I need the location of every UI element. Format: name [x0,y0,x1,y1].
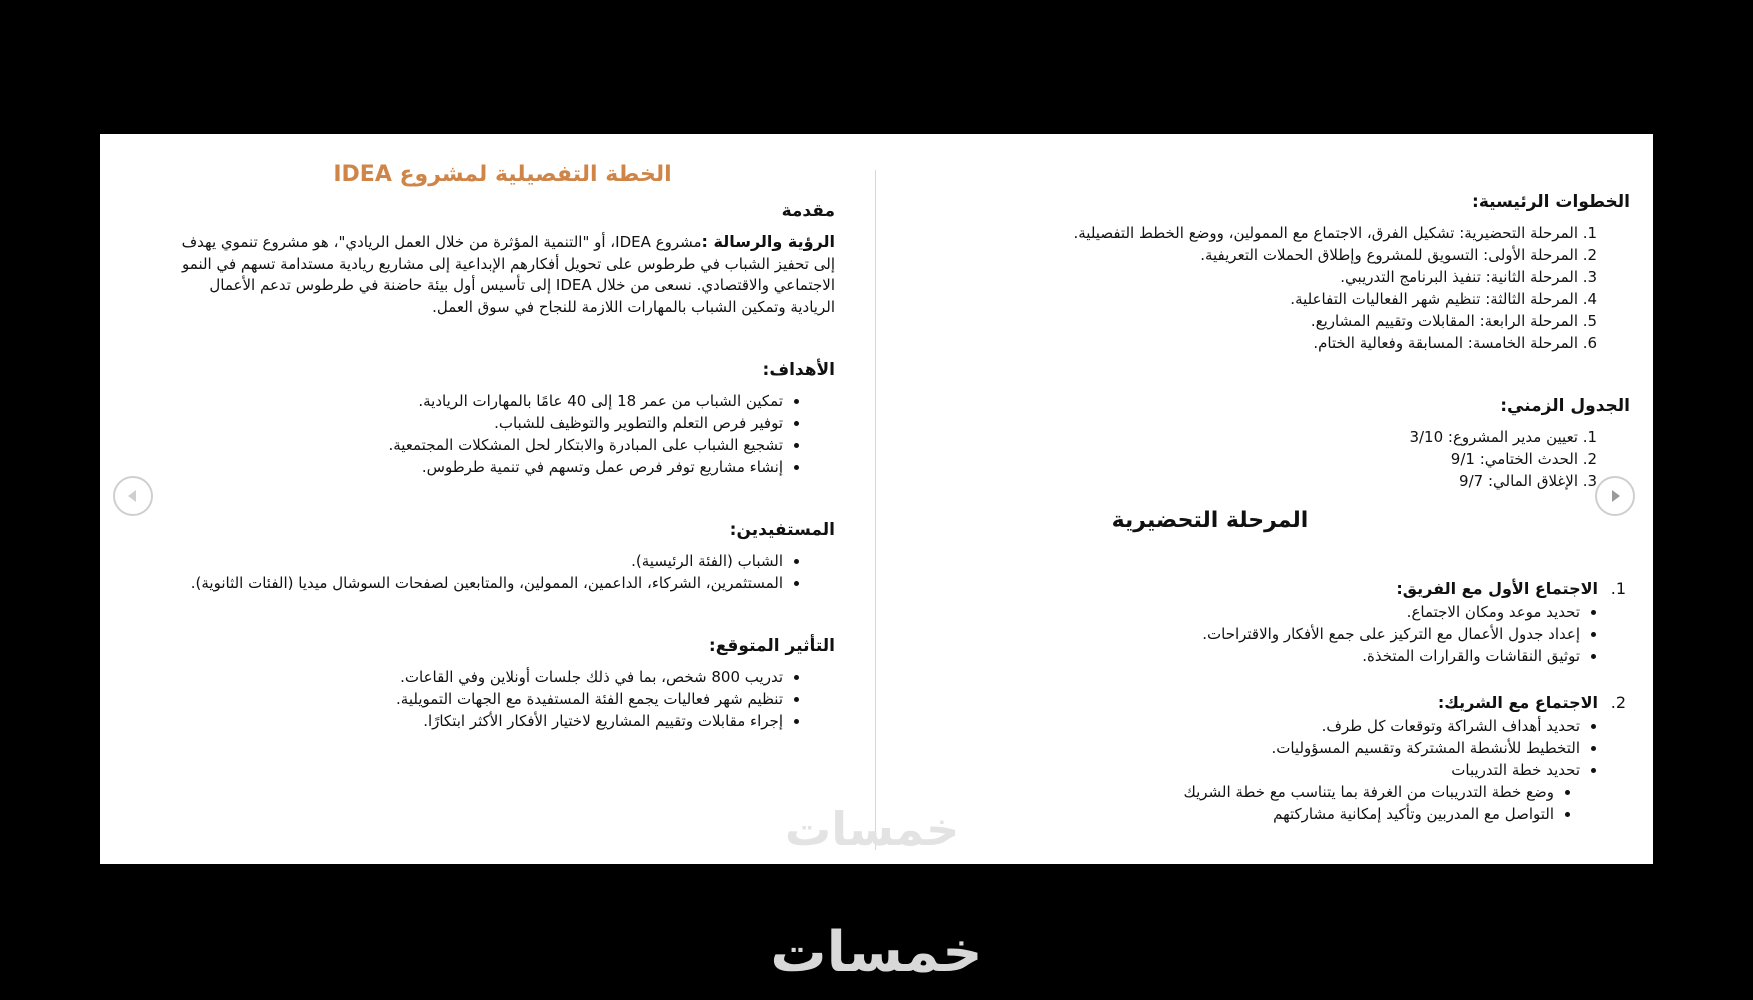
page-divider [875,170,876,850]
list-item: • تحديد موعد ومكان الاجتماع. [940,601,1580,623]
list-item: • إجراء مقابلات وتقييم المشاريع لاختيار الأفكار الأكثر ابتكارًا. [170,710,783,732]
document-page-right [940,162,1630,825]
list-item: • توفير فرص التعلم والتطوير والتوظيف للشباب. [170,412,783,434]
list-item: • تشجيع الشباب على المبادرة والابتكار لحل المشكلات المجتمعية. [170,434,783,456]
list-item: • وضع خطة التدريبات من الغرفة بما يتناسب مع خطة الشريك [940,781,1554,803]
task-title: الاجتماع الأول مع الفريق: [1396,579,1598,598]
next-page-button[interactable] [1595,476,1635,516]
list-item: • المستثمرين، الشركاء، الداعمين، الممولين، والمتابعين لصفحات السوشال ميديا (الفئات الثانوية). [170,572,783,594]
list-item: • التخطيط للأنشطة المشتركة وتقسيم المسؤوليات. [940,737,1580,759]
goals-list [170,390,835,478]
prev-page-button[interactable] [113,476,153,516]
chevron-left-icon [123,486,143,506]
list-item: • تمكين الشباب من عمر 18 إلى 40 عامًا بالمهارات الريادية. [170,390,783,412]
list-item: • إعداد جدول الأعمال مع التركيز على جمع الأفكار والاقتراحات. [940,623,1580,645]
watermark: خمسات [785,802,960,856]
beneficiaries-section [170,520,835,594]
list-item: • الشباب (الفئة الرئيسية). [170,550,783,572]
list-item: • تحديد أهداف الشراكة وتوقعات كل طرف. [940,715,1580,737]
task-items [940,715,1630,825]
steps-list [940,222,1630,354]
list-item: 2. الحدث الختامي: 9/1 [940,448,1578,470]
task-partner-meeting [940,691,1630,825]
intro-heading: مقدمة [781,201,835,221]
timeline-section [940,396,1630,492]
list-item: 5. المرحلة الرابعة: المقابلات وتقييم المشاريع. [940,310,1578,332]
document-viewer [100,134,1653,864]
list-item-text: تحديد خطة التدريبات [1451,761,1580,779]
site-watermark-logo: خمسات [770,920,983,985]
beneficiaries-heading: المستفيدين: [729,520,835,540]
list-item: 1. المرحلة التحضيرية: تشكيل الفرق، الاجتماع مع الممولين، ووضع الخطط التفصيلية. [940,222,1578,244]
list-item: 3. المرحلة الثانية: تنفيذ البرنامج التدريبي. [940,266,1578,288]
steps-heading: الخطوات الرئيسية: [1472,192,1630,212]
list-item: 1. تعيين مدير المشروع: 3/10 [940,426,1578,448]
task-subitems [940,781,1580,825]
impact-section [170,636,835,732]
task-items [940,601,1630,667]
list-item: • تنظيم شهر فعاليات يجمع الفئة المستفيدة مع الجهات التمويلية. [170,688,783,710]
list-item [940,759,1580,825]
task-team-meeting [940,577,1630,667]
task-number: 2. [1610,693,1626,712]
chevron-right-icon [1605,486,1625,506]
list-item: 3. الإغلاق المالي: 9/7 [940,470,1578,492]
task-number: 1. [1610,579,1626,598]
goals-heading: الأهداف: [762,360,835,380]
task-heading [940,577,1630,601]
impact-list [170,666,835,732]
vision-label: الرؤية والرسالة : [701,232,835,251]
task-heading [940,691,1630,715]
beneficiaries-list [170,550,835,594]
vision-text: مشروع IDEA، أو "التنمية المؤثرة من خلال العمل الريادي"، هو مشروع تنموي يهدف إلى تحفيز الشباب في طرطوس على تحويل أفكارهم الإبداعية إلى مشاريع ريادية مستدامة تسهم في النمو الاجتماعي والاقتصادي. نسعى من خلال IDEA إلى تأسيس أول بيئة حاضنة في طرطوس تدعم الأعمال الريادية وتمكين الشباب بالمهارات اللازمة للنجاح في سوق العمل. [181,233,835,316]
list-item: 4. المرحلة الثالثة: تنظيم شهر الفعاليات التفاعلية. [940,288,1578,310]
task-title: الاجتماع مع الشريك: [1437,693,1598,712]
list-item: 6. المرحلة الخامسة: المسابقة وفعالية الختام. [940,332,1578,354]
list-item: 2. المرحلة الأولى: التسويق للمشروع وإطلاق الحملات التعريفية. [940,244,1578,266]
document-page-left [170,162,835,732]
prep-phase-heading: المرحلة التحضيرية [1111,508,1309,533]
document-title: الخطة التفصيلية لمشروع IDEA [333,162,672,187]
goals-section [170,360,835,478]
vision-paragraph [170,231,835,318]
timeline-list [940,426,1630,492]
timeline-heading: الجدول الزمني: [1500,396,1630,416]
impact-heading: التأثير المتوقع: [708,636,835,656]
list-item: • التواصل مع المدربين وتأكيد إمكانية مشاركتهم [940,803,1554,825]
list-item: • توثيق النقاشات والقرارات المتخذة. [940,645,1580,667]
list-item: • إنشاء مشاريع توفر فرص عمل وتسهم في تنمية طرطوس. [170,456,783,478]
list-item: • تدريب 800 شخص، بما في ذلك جلسات أونلاين وفي القاعات. [170,666,783,688]
